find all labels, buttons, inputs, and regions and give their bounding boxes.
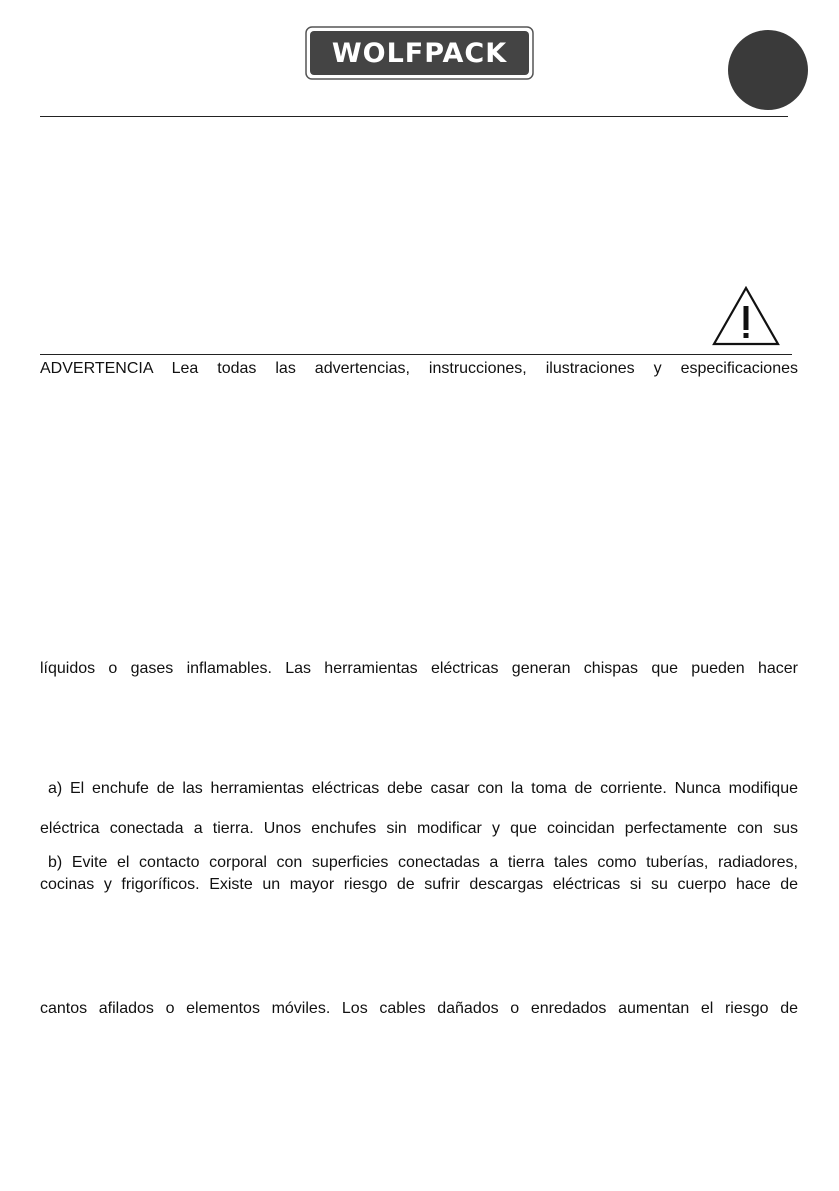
page-badge	[728, 30, 808, 110]
text-line-liquidos: líquidos o gases inflamables. Las herramientas eléctricas generan chispas que pueden hacer	[40, 660, 798, 677]
text-line-enchufe: a) El enchufe de las herramientas eléctricas debe casar con la toma de corriente. Nunca modifique	[48, 780, 798, 797]
brand-logo	[305, 26, 534, 80]
text-line-advertencia: ADVERTENCIA Lea todas las advertencias, instrucciones, ilustraciones y especificaciones	[40, 360, 798, 377]
text-line-electrica: eléctrica conectada a tierra. Unos enchufes sin modificar y que coincidan perfectamente con sus	[40, 820, 798, 837]
warning-divider	[40, 354, 792, 355]
text-line-cantos: cantos afilados o elementos móviles. Los cables dañados o enredados aumentan el riesgo de	[40, 1000, 798, 1017]
brand-logo-text: WOLFPACK	[331, 38, 508, 69]
text-line-evite: b) Evite el contacto corporal con superficies conectadas a tierra tales como tuberías, radiadores,	[48, 854, 798, 871]
text-line-cocinas: cocinas y frigoríficos. Existe un mayor riesgo de sufrir descargas eléctricas si su cuerpo hace de	[40, 876, 798, 893]
header-divider	[40, 116, 788, 117]
warning-triangle-icon	[712, 286, 780, 346]
